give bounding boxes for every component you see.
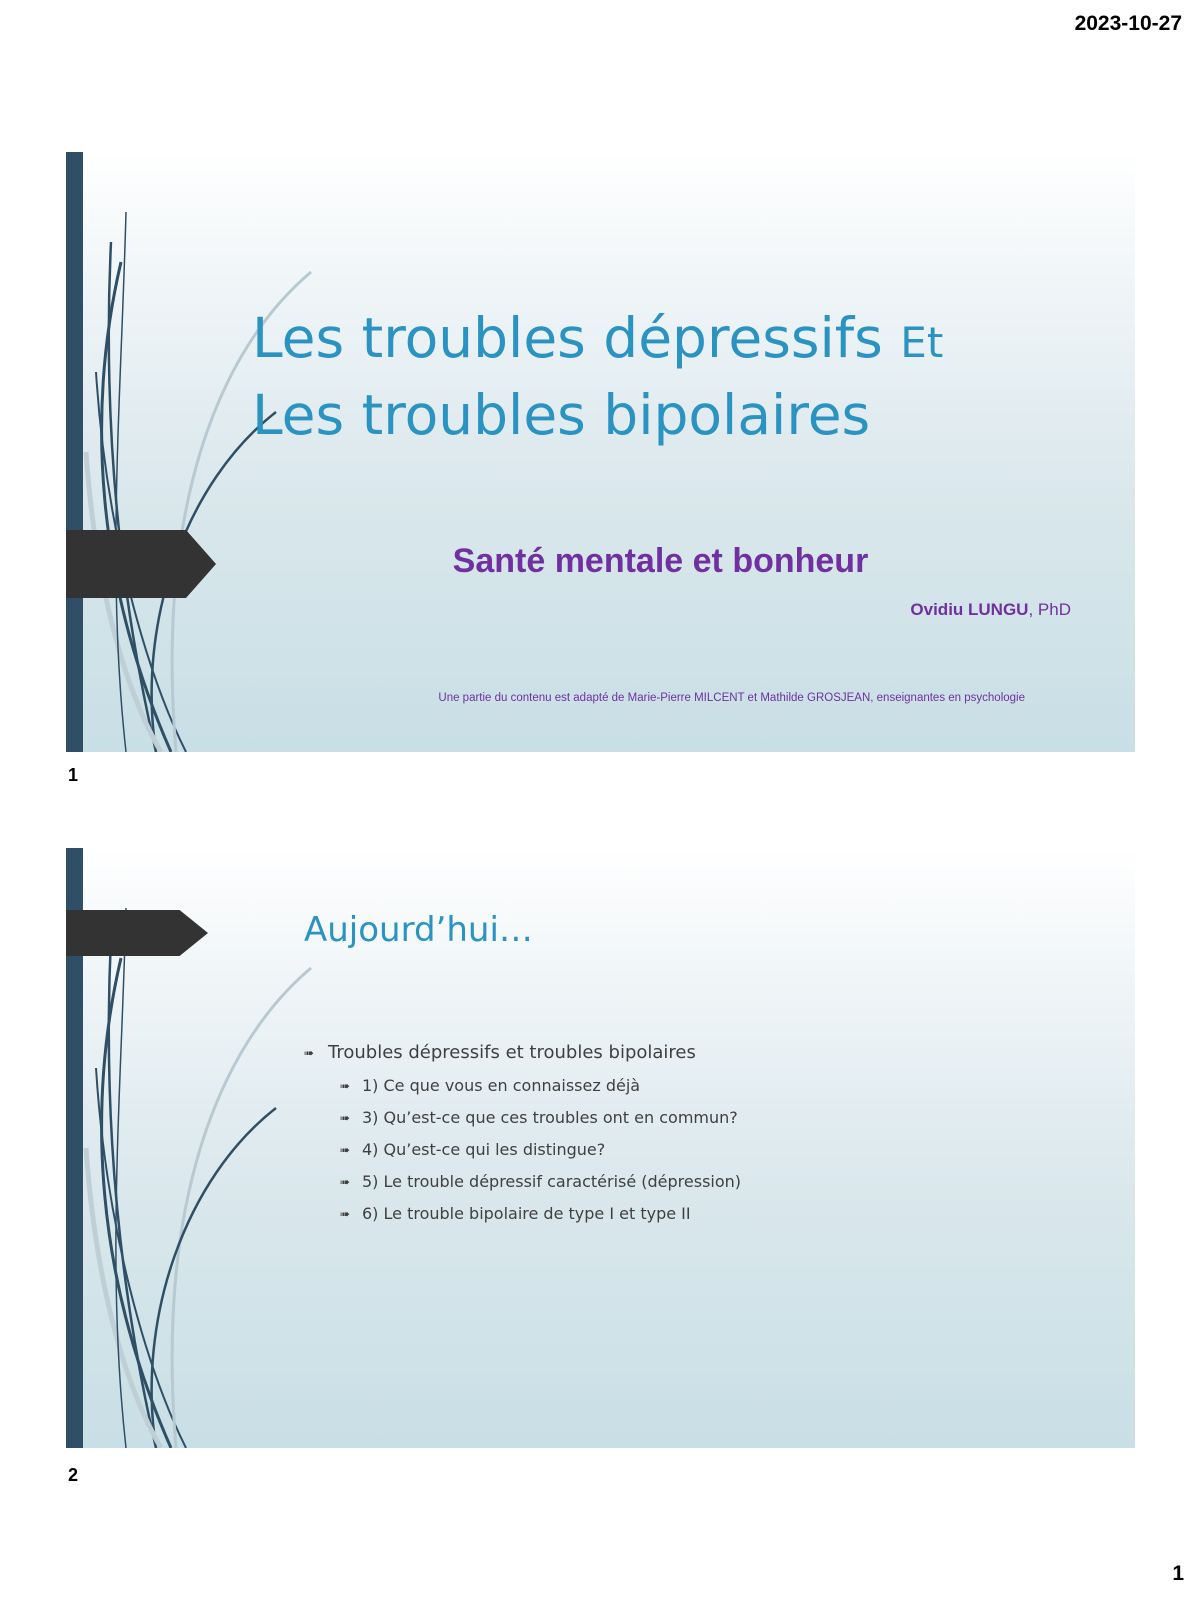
slide-2-title: Aujourd’hui… [304, 910, 533, 950]
slide-1-credit: Une partie du contenu est adapté de Marie-Pierre MILCENT et Mathilde GROSJEAN, enseignantes en psychologie [438, 692, 1025, 704]
list-item [340, 1200, 741, 1228]
list-item [340, 1136, 741, 1164]
bullet-text: 3) Qu’est-ce que ces troubles ont en commun? [362, 1108, 738, 1127]
right-arrow-bullet-icon: ➠ [340, 1143, 351, 1157]
slide-number-1: 1 [68, 765, 79, 785]
right-arrow-bullet-icon: ➠ [340, 1175, 351, 1189]
slide-arrow-tab [66, 910, 208, 956]
slide-1-subtitle: Santé mentale et bonheur [452, 542, 869, 580]
slide-1 [66, 152, 1135, 752]
bullet-text: 4) Qu’est-ce qui les distingue? [362, 1140, 606, 1159]
slide-2-bullet-list [304, 1038, 741, 1232]
bullet-text: 1) Ce que vous en connaissez déjà [362, 1076, 641, 1095]
list-item [340, 1072, 741, 1100]
slide-1-author [910, 600, 1071, 620]
page-date: 2023-10-27 [1074, 12, 1182, 35]
author-suffix: , PhD [1028, 600, 1071, 619]
list-item [340, 1104, 741, 1132]
decorative-curves [66, 152, 386, 752]
slide-1-title [252, 302, 943, 451]
right-arrow-bullet-icon: ➠ [304, 1046, 315, 1060]
title-line-2: Les troubles bipolaires [252, 383, 871, 447]
bullet-text: 5) Le trouble dépressif caractérisé (dépression) [362, 1172, 742, 1191]
slide-2 [66, 848, 1135, 1448]
page-number: 1 [1172, 1562, 1184, 1585]
slide-number-2: 2 [68, 1465, 79, 1485]
right-arrow-bullet-icon: ➠ [340, 1079, 351, 1093]
list-item [304, 1038, 741, 1068]
list-item [340, 1168, 741, 1196]
title-line-1: Les troubles dépressifs [252, 306, 883, 370]
bullet-text: 6) Le trouble bipolaire de type I et type II [362, 1204, 691, 1223]
right-arrow-bullet-icon: ➠ [340, 1207, 351, 1221]
bullet-text: Troubles dépressifs et troubles bipolaires [328, 1042, 696, 1063]
right-arrow-bullet-icon: ➠ [340, 1111, 351, 1125]
author-name: Ovidiu LUNGU [910, 600, 1029, 619]
title-et: Et [900, 318, 944, 367]
